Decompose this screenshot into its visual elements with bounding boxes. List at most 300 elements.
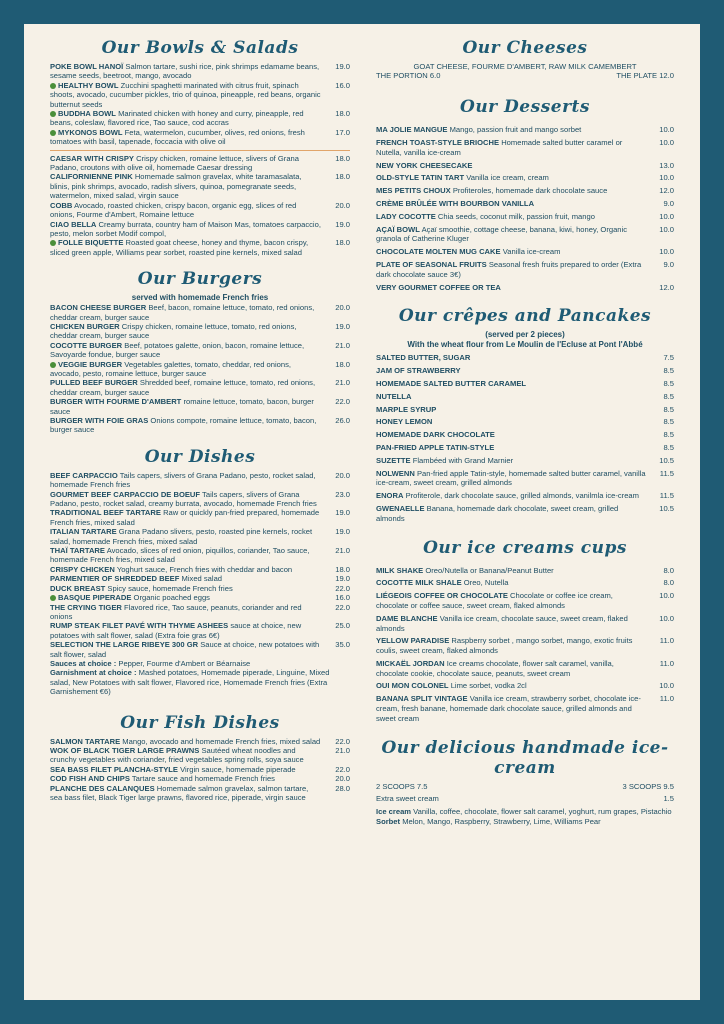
item-price: 8.5	[663, 442, 674, 452]
item-price: 10.0	[659, 224, 674, 234]
item-price: 22.0	[335, 736, 350, 746]
item-description: Mixed salad	[181, 574, 223, 584]
item-price: 8.5	[663, 430, 674, 440]
menu-item	[50, 593, 350, 602]
menu-item	[376, 659, 674, 679]
item-text	[376, 379, 654, 389]
vegetarian-icon	[50, 362, 56, 368]
item-price: 20.0	[335, 470, 350, 480]
item-description: Chocolate or coffee ice cream, chocolate or coffee sauce, sweet cream, flaked almonds	[376, 591, 613, 610]
item-name: LADY COCOTTE	[376, 211, 436, 221]
item-text	[50, 378, 330, 397]
item-price: 23.0	[335, 489, 350, 499]
item-text	[50, 565, 330, 574]
menu-item	[376, 614, 674, 634]
item-text	[50, 238, 330, 257]
sauces-text: Pepper, Fourme d'Ambert or Béarnaise	[118, 658, 251, 668]
item-text	[376, 225, 654, 245]
item-price: 19.0	[335, 527, 350, 537]
item-price: 11.0	[659, 658, 674, 668]
item-text	[376, 260, 654, 280]
item-name: CALIFORNIENNE PINK	[50, 172, 133, 182]
bowls-list-1	[50, 62, 350, 147]
menu-item	[50, 774, 350, 783]
menu-item	[376, 430, 674, 440]
item-name: CHOCOLATE MOLTEN MUG CAKE	[376, 247, 501, 257]
menu-item	[50, 737, 350, 746]
item-description: Vanilla ice-cream	[502, 247, 561, 257]
item-text	[376, 212, 654, 222]
item-description: Vanilla ice cream, cream	[466, 173, 549, 183]
item-price: 7.5	[663, 353, 674, 363]
item-price: 8.5	[663, 404, 674, 414]
item-description: Virgin sauce, homemade piperade	[180, 764, 296, 774]
menu-item	[376, 491, 674, 501]
item-price: 12.0	[659, 186, 674, 196]
item-price: 22.0	[335, 764, 350, 774]
item-price: 21.0	[335, 378, 350, 388]
item-description: romaine lettuce, tomato, bacon, burger sauce	[50, 397, 314, 416]
item-name: FOLLE BIQUETTE	[58, 238, 124, 248]
item-price: 8.5	[663, 391, 674, 401]
item-text	[50, 397, 330, 416]
item-description: Tails capers, slivers of Grana Padano, pesto, rocket salad, homemade French fries	[50, 470, 316, 490]
item-name: VERY GOURMET COFFEE OR TEA	[376, 282, 501, 292]
item-text	[50, 584, 330, 593]
item-name: COCOTTE BURGER	[50, 340, 123, 350]
menu-item	[50, 238, 350, 257]
item-text	[50, 737, 330, 746]
item-name: BUDDHA BOWL	[58, 109, 116, 119]
cheeses-line: GOAT CHEESE, FOURME D'AMBERT, RAW MILK CAMEMBERT	[413, 62, 637, 71]
item-name: SALMON TARTARE	[50, 736, 121, 746]
menu-item	[50, 621, 350, 640]
item-price: 8.5	[663, 366, 674, 376]
sauces-line	[50, 659, 350, 668]
fish-list	[50, 737, 350, 803]
menu-item	[376, 566, 674, 576]
item-description: Homemade salmon gravelax, white taramasalata, blinis, pink shrimps, avocado, radish slivers, quinoa, pomegranate seeds, watermelon, mixed salad, virgin sauce	[50, 172, 302, 201]
burgers-subtitle: served with homemade French fries	[131, 293, 269, 303]
item-description: sauce at choice, new potatoes with salt flower, salad (Extra foie gras 6€)	[50, 621, 302, 640]
item-text	[376, 405, 654, 415]
item-price: 11.5	[659, 468, 674, 478]
garnish-text: Mashed potatoes, Homemade piperade, Linguine, Mixed salad, New Potatoes with salt flower, Flavored rice, Homemade French fries (Extra Garnishement €6)	[50, 668, 330, 697]
item-text	[376, 353, 654, 363]
item-text	[50, 416, 330, 435]
item-text	[50, 81, 330, 109]
item-text	[376, 366, 654, 376]
item-price: 16.0	[335, 80, 350, 90]
item-price: 28.0	[335, 783, 350, 793]
item-price: 18.0	[335, 109, 350, 119]
item-text	[50, 603, 330, 622]
menu-item	[50, 746, 350, 765]
item-name: PAN-FRIED APPLE TATIN-STYLE	[376, 442, 495, 452]
bowls-divider	[50, 150, 350, 151]
menu-item	[50, 341, 350, 360]
cheese-portion: THE PORTION 6.0	[376, 71, 441, 81]
item-text	[376, 681, 654, 691]
left-column	[50, 38, 350, 802]
item-text	[376, 430, 654, 440]
item-name: VEGGIE BURGER	[58, 359, 123, 369]
item-description: Marinated chicken with honey and curry, pineapple, red beans, coleslaw, flavored rice, Tao sauce, cod accras	[50, 109, 304, 128]
menu-item	[50, 62, 350, 81]
item-name: HEALTHY BOWL	[58, 80, 119, 90]
item-text	[50, 341, 330, 360]
item-name: ENORA	[376, 491, 404, 501]
item-name: CRISPY CHICKEN	[50, 564, 115, 574]
item-name: CHICKEN BURGER	[50, 321, 120, 331]
item-name: BURGER WITH FOURME D'AMBERT	[50, 397, 182, 407]
item-price: 21.0	[335, 340, 350, 350]
item-price: 21.0	[335, 745, 350, 755]
item-price: 19.0	[335, 62, 350, 71]
item-text	[376, 591, 654, 611]
menu-item	[376, 417, 674, 427]
item-price: 11.0	[659, 694, 674, 704]
item-price: 10.0	[659, 591, 674, 601]
bowls-list-2	[50, 154, 350, 257]
item-description: Avocado, roasted chicken, crispy bacon, organic egg, slices of red onions, Fourme d'Ambert, Romaine lettuce	[50, 200, 297, 220]
menu-item	[50, 527, 350, 546]
menu-item	[376, 681, 674, 691]
menu-item	[50, 154, 350, 173]
item-description: Profiteroles, homemade dark chocolate sauce	[452, 186, 608, 196]
item-text	[376, 566, 654, 576]
menu-item	[376, 636, 674, 656]
item-name: MYKONOS BOWL	[58, 127, 123, 137]
item-name: SALTED BUTTER, SUGAR	[376, 353, 471, 363]
item-description: Avocado, slices of red onion, piquillos, coriander, Tao sauce, homemade French fries, mixed salad	[50, 546, 310, 565]
item-name: MARPLE SYRUP	[376, 404, 437, 414]
menu-item	[376, 694, 674, 723]
item-description: Grana Padano slivers, pesto, roasted pine kernels, rocket salad, homemade French fries, mixed salad	[50, 527, 313, 546]
item-price: 19.0	[335, 508, 350, 518]
menu-item	[376, 125, 674, 135]
item-text	[50, 154, 330, 173]
burgers-list	[50, 303, 350, 435]
scoops-line	[376, 782, 674, 792]
icecream-label: Ice cream	[376, 807, 412, 817]
menu-page	[24, 24, 700, 1000]
item-description: Ice creams chocolate, flower salt caramel, vanilla, chocolate cookie, chocolate sauce, peanuts, sweet cream	[376, 658, 614, 678]
item-price: 9.0	[663, 259, 674, 269]
item-name: POKE BOWL HANOÏ	[50, 62, 124, 71]
item-description: Mango, passion fruit and mango sorbet	[449, 125, 582, 135]
item-price: 20.0	[335, 303, 350, 313]
extra-line	[376, 794, 674, 804]
menu-item	[376, 392, 674, 402]
item-price: 10.0	[659, 681, 674, 691]
menu-item	[50, 546, 350, 565]
menu-item	[50, 109, 350, 128]
menu-item	[376, 405, 674, 415]
item-text	[376, 247, 654, 257]
item-text	[50, 746, 330, 765]
extra-label: Extra sweet cream	[376, 794, 439, 804]
menu-item	[376, 161, 674, 171]
item-price: 8.0	[663, 565, 674, 575]
desserts-list	[376, 125, 674, 292]
fish-title: Our Fish Dishes	[120, 712, 280, 733]
item-description: Pan-fried apple Tatin-style, homemade salted butter caramel, vanilla ice-cream, sweet cream, grilled almonds	[376, 468, 646, 488]
item-description: Spicy sauce, homemade French fries	[107, 583, 233, 593]
menu-item	[50, 397, 350, 416]
item-description: Lime sorbet, vodka 2cl	[450, 681, 527, 691]
item-price: 18.0	[335, 172, 350, 182]
item-name: COBB	[50, 200, 73, 210]
item-text	[50, 640, 330, 659]
item-description: Oreo, Nutella	[463, 578, 509, 588]
item-name: HOMEMADE SALTED BUTTER CARAMEL	[376, 378, 527, 388]
item-name: FRENCH TOAST-STYLE BRIOCHE	[376, 138, 500, 147]
item-description: Zucchini spaghetti marinated with citrus fruit, spinach shoots, avocado, cucumber pickles, trio of quinoa, pineapple, red beans, organic butternut seeds	[50, 80, 321, 109]
item-description: Vanilla ice cream, chocolate sauce, sweet cream, flaked almonds	[376, 613, 628, 633]
item-description: Banana, homemade dark chocolate, sweet cream, grilled almonds	[376, 503, 619, 523]
menu-item	[50, 490, 350, 509]
two-scoops: 2 SCOOPS 7.5	[376, 781, 428, 791]
item-name: NOLWENN	[376, 468, 415, 478]
menu-item	[376, 247, 674, 257]
item-text	[376, 138, 654, 158]
item-name: PLATE OF SEASONAL FRUITS	[376, 259, 487, 269]
item-text	[50, 62, 330, 81]
item-name: RUMP STEAK FILET PAVÉ WITH THYME ASHEES	[50, 621, 229, 631]
item-price: 8.0	[663, 578, 674, 588]
item-price: 10.0	[659, 138, 674, 147]
vegetarian-icon	[50, 240, 56, 246]
item-description: Chia seeds, coconut milk, passion fruit, mango	[437, 211, 595, 221]
item-price: 18.0	[335, 359, 350, 369]
item-name: THAÏ TARTARE	[50, 546, 105, 556]
item-price: 17.0	[335, 127, 350, 137]
item-text	[50, 322, 330, 341]
item-name: MILK SHAKE	[376, 565, 424, 575]
item-text	[50, 574, 330, 583]
item-name: SUZETTE	[376, 455, 411, 465]
bowls-title: Our Bowls & Salads	[101, 38, 299, 58]
item-name: MA JOLIE MANGUE	[376, 125, 448, 135]
menu-item	[376, 469, 674, 489]
icecream-flavors: Vanilla, coffee, chocolate, flower salt caramel, yoghurt, rum grapes, Pistachio	[413, 807, 672, 817]
item-text	[376, 456, 654, 466]
item-description: Shredded beef, romaine lettuce, tomato, red onions, cheddar cream, burger sauce	[50, 378, 316, 397]
menu-item	[50, 378, 350, 397]
vegetarian-icon	[50, 83, 56, 89]
item-text	[376, 173, 654, 183]
item-price: 16.0	[335, 593, 350, 603]
item-text	[50, 360, 330, 379]
crepes-sub1: (served per 2 pieces)	[485, 330, 565, 340]
item-description: Homemade salmon gravelax, salmon tartare, sea bass filet, Black Tiger large prawns, flavored rice, piperade, virgin sauce	[50, 783, 309, 802]
item-text	[376, 161, 654, 171]
item-description: Crispy chicken, romaine lettuce, tomato, red onions, cheddar cream, burger sauce	[50, 321, 297, 341]
item-description: Onions compote, romaine lettuce, tomato, bacon, burger sauce	[50, 416, 317, 435]
item-text	[50, 784, 330, 803]
item-name: GWENAELLE	[376, 503, 425, 513]
menu-item	[376, 443, 674, 453]
item-text	[376, 417, 654, 427]
item-name: AÇAÏ BOWL	[376, 224, 420, 234]
cups-title: Our ice creams cups	[423, 537, 627, 558]
item-name: GOURMET BEEF CARPACCIO DE BOEUF	[50, 489, 201, 499]
item-price: 10.5	[659, 455, 674, 465]
item-description: Seasonal fresh fruits prepared to order (Extra dark chocolate sauce 3€)	[376, 259, 642, 279]
item-price: 26.0	[335, 416, 350, 425]
item-name: DUCK BREAST	[50, 583, 106, 593]
item-description: Mango, avocado and homemade French fries, mixed salad	[122, 736, 321, 746]
burgers-title: Our Burgers	[137, 269, 263, 290]
item-name: NEW YORK CHEESECAKE	[376, 160, 473, 170]
extra-price: 1.5	[663, 794, 674, 804]
item-name: BEEF CARPACCIO	[50, 470, 118, 480]
item-name: JAM OF STRAWBERRY	[376, 366, 461, 376]
menu-item	[376, 138, 674, 158]
item-name: CRÈME BRÛLÉE WITH BOURBON VANILLA	[376, 198, 535, 208]
cups-list	[376, 566, 674, 724]
menu-item	[376, 456, 674, 466]
menu-item	[50, 128, 350, 147]
item-text	[50, 765, 330, 774]
item-description: Flavored rice, Tao sauce, peanuts, coriander and red onions	[50, 602, 302, 621]
menu-item	[376, 260, 674, 280]
item-price: 19.0	[335, 574, 350, 584]
item-text	[50, 201, 330, 220]
item-name: CIAO BELLA	[50, 219, 97, 229]
crepes-list	[376, 353, 674, 523]
item-text	[50, 490, 330, 509]
item-text	[50, 172, 330, 200]
menu-item	[50, 416, 350, 435]
item-text	[50, 471, 330, 490]
item-price: 22.0	[335, 397, 350, 407]
item-description: Yoghurt sauce, French fries with cheddar and bacon	[116, 564, 293, 574]
menu-item	[50, 322, 350, 341]
item-name: LIÉGEOIS COFFEE OR CHOCOLATE	[376, 591, 508, 601]
item-name: PARMENTIER OF SHREDDED BEEF	[50, 574, 180, 584]
item-price: 21.0	[335, 546, 350, 556]
menu-item	[50, 360, 350, 379]
item-name: THE CRYING TIGER	[50, 602, 122, 612]
menu-item	[50, 172, 350, 200]
item-price: 20.0	[335, 200, 350, 210]
cheeses-title: Our Cheeses	[462, 38, 588, 58]
item-text	[50, 774, 330, 783]
menu-item	[50, 603, 350, 622]
item-price: 22.0	[335, 583, 350, 593]
item-name: ITALIAN TARTARE	[50, 527, 117, 537]
item-description: Raspberry sorbet , mango sorbet, mango, exotic fruits coulis, sweet cream, flaked almonds	[376, 636, 633, 656]
menu-item	[50, 471, 350, 490]
item-text	[376, 491, 654, 501]
item-name: YELLOW PARADISE	[376, 636, 450, 646]
item-description: Raw or quickly pan-fried prepared, homemade French fries, mixed salad	[50, 508, 320, 527]
item-description: Crispy chicken, romaine lettuce, slivers of Grana Padano, croutons with olive oil, homemade Caesar dressing	[50, 153, 299, 173]
item-name: BACON CHEESE BURGER	[50, 303, 147, 313]
item-price: 20.0	[335, 774, 350, 784]
item-name: SEA BASS FILET PLANCHA-STYLE	[50, 764, 178, 774]
item-price: 12.0	[659, 282, 674, 292]
item-description: Oreo/Nutella or Banana/Peanut Butter	[425, 565, 554, 575]
item-name: SELECTION THE LARGE RIBEYE 300 GR	[50, 640, 199, 650]
item-name: DAME BLANCHE	[376, 613, 438, 623]
item-description: Creamy burrata, country ham of Maison Mas, tomatoes carpaccio, pesto, melon sorbet Modif compol,	[50, 219, 321, 238]
item-text	[50, 546, 330, 565]
item-price: 35.0	[335, 640, 350, 650]
item-text	[376, 125, 654, 135]
menu-item	[50, 303, 350, 322]
item-text	[50, 508, 330, 527]
cheeses-prices	[376, 71, 674, 81]
menu-item	[50, 565, 350, 574]
vegetarian-icon	[50, 111, 56, 117]
item-price: 19.0	[335, 219, 350, 229]
item-name: CAESAR WITH CRISPY	[50, 153, 134, 163]
menu-item	[376, 173, 674, 183]
item-price: 13.0	[659, 160, 674, 170]
item-description: Vanilla ice cream, strawberry sorbet, chocolate ice-cream, fresh banane, homemade dark chocolate sauce, grilled almonds and sweet cream	[376, 694, 641, 723]
item-text	[376, 504, 654, 524]
item-text	[376, 614, 654, 634]
item-description: Tartare sauce and homemade French fries	[131, 774, 275, 784]
item-price: 19.0	[335, 321, 350, 331]
item-text	[376, 578, 654, 588]
garnish-label: Garnishment at choice :	[50, 668, 137, 678]
menu-item	[376, 199, 674, 209]
item-text	[50, 109, 330, 128]
item-price: 10.5	[659, 503, 674, 513]
menu-item	[376, 283, 674, 293]
menu-item	[50, 784, 350, 803]
item-price: 10.0	[659, 173, 674, 183]
item-name: MES PETITS CHOUX	[376, 186, 451, 196]
handmade-title: Our delicious handmade ice-cream	[381, 737, 669, 778]
item-description: Flambéed with Grand Marnier	[412, 455, 514, 465]
item-name: NUTELLA	[376, 391, 412, 401]
item-description: Tails capers, slivers of Grana Padano, pesto, rocket salad, creamy burrata, avocado, homemade French fries	[50, 489, 317, 509]
sorbet-label: Sorbet	[376, 816, 401, 826]
item-text	[50, 527, 330, 546]
menu-item	[376, 366, 674, 376]
vegetarian-icon	[50, 595, 56, 601]
item-text	[50, 593, 330, 602]
item-text	[376, 199, 654, 209]
item-price: 10.0	[659, 211, 674, 221]
crepes-sub2: With the wheat flour from Le Moulin de l'Ecluse at Pont l'Abbé	[407, 340, 643, 350]
desserts-title: Our Desserts	[460, 97, 590, 118]
item-description: Sauce at choice, new potatoes with salt flower, salad	[50, 640, 320, 659]
dishes-list	[50, 471, 350, 659]
item-price: 10.0	[659, 613, 674, 623]
item-name: MICKAËL JORDAN	[376, 658, 445, 668]
menu-item	[50, 640, 350, 659]
sorbet-flavors: Melon, Mango, Raspberry, Strawberry, Lime, Williams Pear	[402, 816, 601, 826]
menu-item	[376, 591, 674, 611]
sauces-label: Sauces at choice :	[50, 658, 117, 668]
item-text	[376, 392, 654, 402]
item-description: Açaï smoothie, cottage cheese, banana, kiwi, honey, Organic granola of Catherine Kluger	[376, 224, 628, 244]
item-name: WOK OF BLACK TIGER LARGE PRAWNS	[50, 745, 200, 755]
item-price: 25.0	[335, 621, 350, 631]
item-price: 8.5	[663, 417, 674, 427]
item-name: PLANCHE DES CALANQUES	[50, 783, 155, 793]
item-description: Beef, potatoes galette, onion, bacon, romaine lettuce, Savoyarde fondue, burger sauce	[50, 340, 305, 360]
vegetarian-icon	[50, 130, 56, 136]
item-price: 18.0	[335, 564, 350, 574]
item-name: TRADITIONAL BEEF TARTARE	[50, 508, 161, 518]
